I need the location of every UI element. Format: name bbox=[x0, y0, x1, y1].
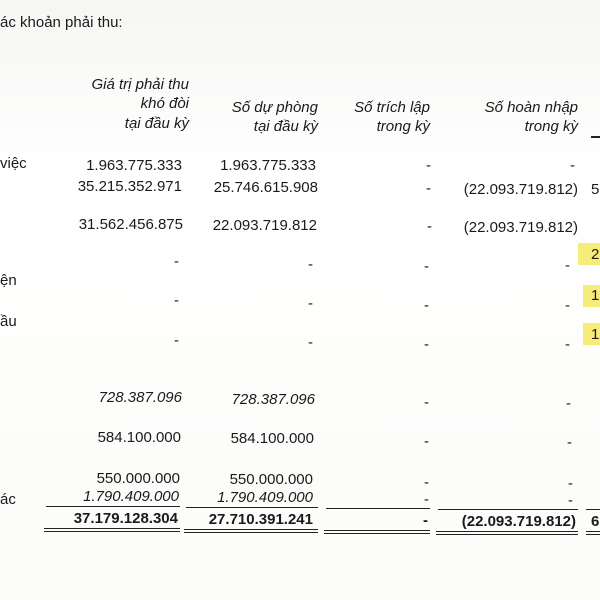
subtotal-rule bbox=[326, 508, 430, 509]
total-c5: 6 bbox=[591, 513, 600, 530]
cell-r7-c2: 728.387.096 bbox=[231, 391, 315, 408]
cell-r4-c3: - bbox=[424, 258, 429, 275]
cell-r6-c1: - bbox=[174, 332, 179, 349]
cell-r4-c2: - bbox=[308, 256, 313, 273]
subtotal-rule bbox=[438, 509, 578, 510]
cell-r5-c1: - bbox=[174, 292, 179, 309]
total-underline bbox=[44, 528, 180, 529]
header-col1-line2: khó đòi bbox=[140, 95, 189, 112]
total-underline bbox=[184, 532, 318, 533]
cell-r4-c5: 2 bbox=[591, 246, 600, 263]
cell-r5-c3: - bbox=[424, 297, 429, 314]
cell-r6-c4: - bbox=[565, 336, 570, 353]
total-underline bbox=[184, 529, 318, 530]
header-col1-line1: Giá trị phải thu bbox=[91, 76, 189, 93]
cell-r2-c4: (22.093.719.812) bbox=[463, 181, 578, 198]
cell-r3-c3: - bbox=[427, 218, 432, 235]
cell-r8-c1: 584.100.000 bbox=[97, 429, 181, 446]
header-col4-line2: trong kỳ bbox=[524, 118, 578, 135]
cell-r5-c2: - bbox=[308, 295, 313, 312]
cell-r4-c1: - bbox=[174, 253, 179, 270]
total-c4: (22.093.719.812) bbox=[461, 513, 576, 530]
total-underline bbox=[324, 530, 430, 531]
cell-r1-c1: 1.963.775.333 bbox=[86, 157, 182, 174]
total-underline bbox=[436, 531, 578, 532]
cell-r6-c2: - bbox=[308, 334, 313, 351]
header-col3-line1: Số trích lập bbox=[354, 99, 430, 116]
cell-r9-c4: - bbox=[568, 475, 573, 492]
cell-r10-c2: 1.790.409.000 bbox=[217, 489, 313, 506]
cell-r1-c3: - bbox=[426, 157, 431, 174]
total-c3: - bbox=[423, 512, 428, 529]
cell-r5-c5: 1 bbox=[591, 287, 600, 304]
header-fragment bbox=[591, 136, 600, 138]
subtotal-rule bbox=[586, 509, 600, 510]
cell-r8-c4: - bbox=[567, 434, 572, 451]
cell-r3-c2: 22.093.719.812 bbox=[212, 217, 317, 234]
subtotal-rule bbox=[46, 506, 180, 507]
header-col3-line2: trong kỳ bbox=[376, 118, 430, 135]
header-col1-line3: tại đầu kỳ bbox=[124, 115, 189, 132]
row-label-1: việc bbox=[0, 155, 27, 172]
cell-r5-c4: - bbox=[565, 297, 570, 314]
total-underline bbox=[436, 534, 578, 535]
row-label-9: ác bbox=[0, 491, 16, 508]
cell-r2-c2: 25.746.615.908 bbox=[213, 179, 318, 196]
cell-r10-c4: - bbox=[568, 492, 573, 509]
cell-r3-c4: (22.093.719.812) bbox=[463, 219, 578, 236]
cell-r7-c3: - bbox=[424, 394, 429, 411]
cell-r7-c4: - bbox=[566, 395, 571, 412]
cell-r1-c4: - bbox=[570, 157, 575, 174]
cell-r8-c3: - bbox=[424, 433, 429, 450]
total-underline bbox=[586, 534, 600, 535]
section-title: ác khoản phải thu: bbox=[0, 14, 123, 31]
row-label-4: ện bbox=[0, 272, 17, 289]
header-col2-line1: Số dự phòng bbox=[231, 99, 318, 116]
total-underline bbox=[44, 531, 180, 532]
cell-r2-c1: 35.215.352.971 bbox=[77, 178, 182, 195]
cell-r8-c2: 584.100.000 bbox=[230, 430, 314, 447]
total-c1: 37.179.128.304 bbox=[73, 510, 178, 527]
total-underline bbox=[324, 533, 430, 534]
cell-r2-c5: 5 bbox=[591, 181, 600, 198]
cell-r10-c3: - bbox=[424, 491, 429, 508]
cell-r9-c2: 550.000.000 bbox=[229, 471, 313, 488]
cell-r2-c3: - bbox=[426, 180, 431, 197]
cell-r10-c1: 1.790.409.000 bbox=[83, 488, 179, 505]
cell-r1-c2: 1.963.775.333 bbox=[220, 157, 316, 174]
subtotal-rule bbox=[186, 507, 318, 508]
cell-r6-c5: 1 bbox=[591, 326, 600, 343]
total-underline bbox=[586, 531, 600, 532]
cell-r7-c1: 728.387.096 bbox=[98, 389, 182, 406]
cell-r6-c3: - bbox=[424, 336, 429, 353]
cell-r4-c4: - bbox=[565, 257, 570, 274]
header-col4-line1: Số hoàn nhập bbox=[484, 99, 578, 116]
cell-r9-c3: - bbox=[424, 474, 429, 491]
cell-r3-c1: 31.562.456.875 bbox=[78, 216, 183, 233]
row-label-5: ầu bbox=[0, 313, 17, 330]
cell-r9-c1: 550.000.000 bbox=[96, 470, 180, 487]
total-c2: 27.710.391.241 bbox=[208, 511, 313, 528]
header-col2-line2: tại đầu kỳ bbox=[253, 118, 318, 135]
